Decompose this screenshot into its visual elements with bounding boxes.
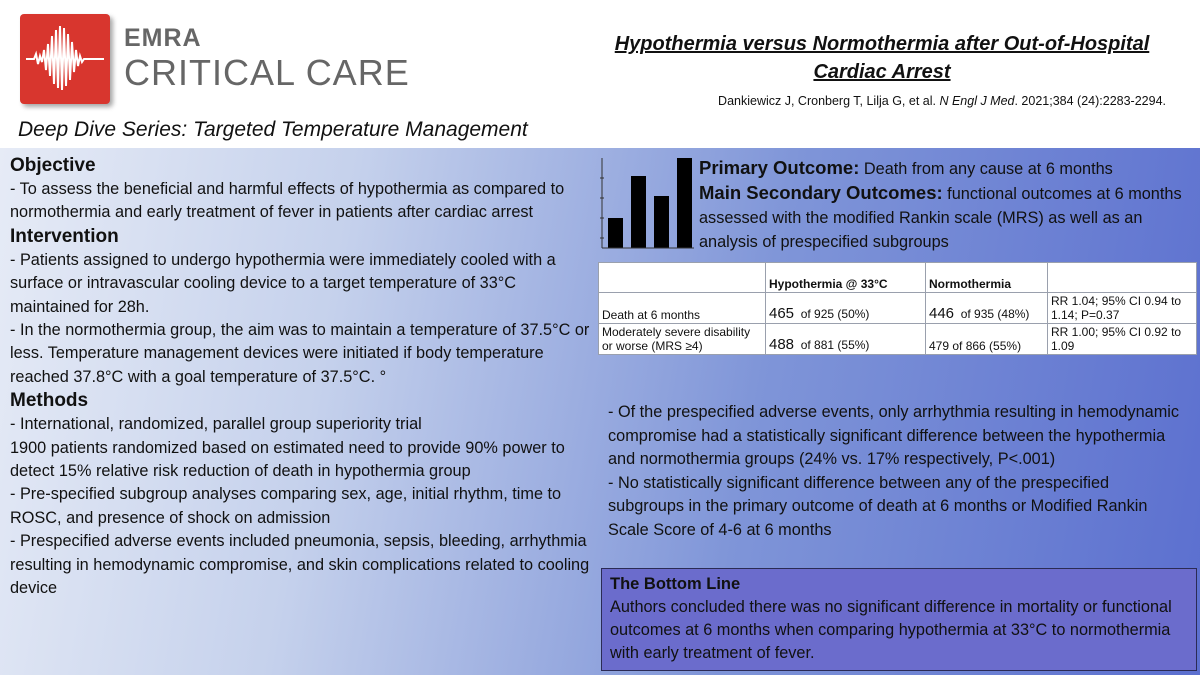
- subgroups-text: - No statistically significant difference between any of the prespecified subgroups in the primary outcome of death at 6 months or Modified Rankin Scale Score of 4-6 at 6 months: [608, 473, 1148, 539]
- left-column: [10, 154, 590, 601]
- citation-journal: N Engl J Med: [939, 94, 1015, 108]
- bottom-line-box: [601, 568, 1197, 671]
- cell-hypothermia-disability: [766, 324, 926, 355]
- hypothermia-disability-count: 488: [769, 336, 795, 353]
- icon-chart-bar: [608, 218, 623, 248]
- logo-text-emra: EMRA: [124, 24, 202, 52]
- citation-details: . 2021;384 (24):2283-2294.: [1014, 94, 1166, 108]
- table-header-hypothermia: Hypothermia @ 33°C: [766, 263, 926, 293]
- bottom-line-title: The Bottom Line: [610, 575, 741, 593]
- citation: [606, 94, 1166, 108]
- cell-normothermia-death: [926, 293, 1048, 324]
- row-label-death: Death at 6 months: [599, 293, 766, 324]
- table-header-empty: [599, 263, 766, 293]
- hypothermia-death-of: of 925 (50%): [800, 307, 870, 321]
- bar-chart-icon: [600, 158, 694, 250]
- cell-rr-death: RR 1.04; 95% CI 0.94 to 1.14; P=0.37: [1048, 293, 1197, 324]
- cell-rr-disability: RR 1.00; 95% CI 0.92 to 1.09: [1048, 324, 1197, 355]
- secondary-outcome-label: Main Secondary Outcomes:: [699, 182, 943, 203]
- intervention-heading: Intervention: [10, 225, 119, 247]
- intervention-text-normothermia: - In the normothermia group, the aim was to maintain a temperature of 37.5°C or less. Temperature management devices were initiated if body temperature reached 37.8°C with a goal temperature of 37.5°C. °: [10, 321, 590, 386]
- adverse-events-text: - Of the prespecified adverse events, only arrhythmia resulting in hemodynamic compromise had a statistically significant difference between the hypothermia and normothermia groups (24% vs. 17% respectively, P<.001): [608, 403, 1180, 468]
- icon-chart-bar: [677, 158, 692, 248]
- primary-outcome-label: Primary Outcome:: [699, 157, 860, 178]
- icon-chart-bar: [654, 196, 669, 248]
- table-header-effect: [1048, 263, 1197, 293]
- primary-outcome-text: Death from any cause at 6 months: [859, 160, 1113, 178]
- table-header-row: [599, 263, 1197, 293]
- table-row: [599, 293, 1197, 324]
- emra-logo-icon: [20, 14, 110, 104]
- objective-text: - To assess the beneficial and harmful effects of hypothermia as compared to normothermia and early treatment of fever in patients after cardiac arrest: [10, 180, 565, 222]
- normothermia-death-count: 446: [929, 305, 955, 322]
- citation-authors: Dankiewicz J, Cronberg T, Lilja G, et al.: [718, 94, 936, 108]
- header: [0, 0, 1200, 148]
- cell-hypothermia-death: [766, 293, 926, 324]
- methods-text-subgroups: - Pre-specified subgroup analyses comparing sex, age, initial rhythm, time to ROSC, and presence of shock on admission: [10, 485, 562, 527]
- hypothermia-death-count: 465: [769, 305, 795, 322]
- row-label-disability: Moderately severe disability or worse (MRS ≥4): [599, 324, 766, 355]
- normothermia-death-of: of 935 (48%): [960, 307, 1030, 321]
- hypothermia-disability-of: of 881 (55%): [800, 338, 870, 352]
- methods-text-design: - International, randomized, parallel group superiority trial: [10, 415, 422, 434]
- series-title: Deep Dive Series: Targeted Temperature Management: [18, 118, 528, 141]
- methods-heading: Methods: [10, 390, 89, 412]
- table-header-normothermia: Normothermia: [926, 263, 1048, 293]
- results-text: [608, 401, 1188, 542]
- results-table: [598, 262, 1197, 355]
- methods-text-power: 1900 patients randomized based on estimated need to provide 90% power to detect 15% relative risk reduction of death in hypothermia group: [10, 438, 565, 481]
- secondary-outcome-text: functional outcomes at 6 months assessed with the modified Rankin scale (MRS) as well as an analysis of prespecified subgroups: [699, 185, 1182, 251]
- table-row: [599, 324, 1197, 355]
- main-content: [0, 148, 1200, 675]
- bottom-line-text: Authors concluded there was no significant difference in mortality or functional outcomes at 6 months when comparing hypothermia at 33°C to normothermia with early treatment of fever.: [610, 598, 1172, 662]
- article-title: Hypothermia versus Normothermia after Out-of-Hospital Cardiac Arrest: [614, 33, 1150, 83]
- icon-chart-bar: [631, 176, 646, 248]
- intervention-text-hypothermia: - Patients assigned to undergo hypothermia were immediately cooled with a surface or intravascular cooling device to a target temperature of 33°C maintained for 28h.: [10, 250, 556, 316]
- methods-text-adverse-events: - Prespecified adverse events included pneumonia, sepsis, bleeding, arrhythmia resulting in hemodynamic compromise, and skin complications related to cooling device: [10, 532, 590, 598]
- objective-heading: Objective: [10, 155, 96, 176]
- cell-normothermia-disability: 479 of 866 (55%): [926, 324, 1048, 355]
- logo-text-critical-care: CRITICAL CARE: [124, 52, 410, 93]
- outcomes-block: [699, 156, 1189, 254]
